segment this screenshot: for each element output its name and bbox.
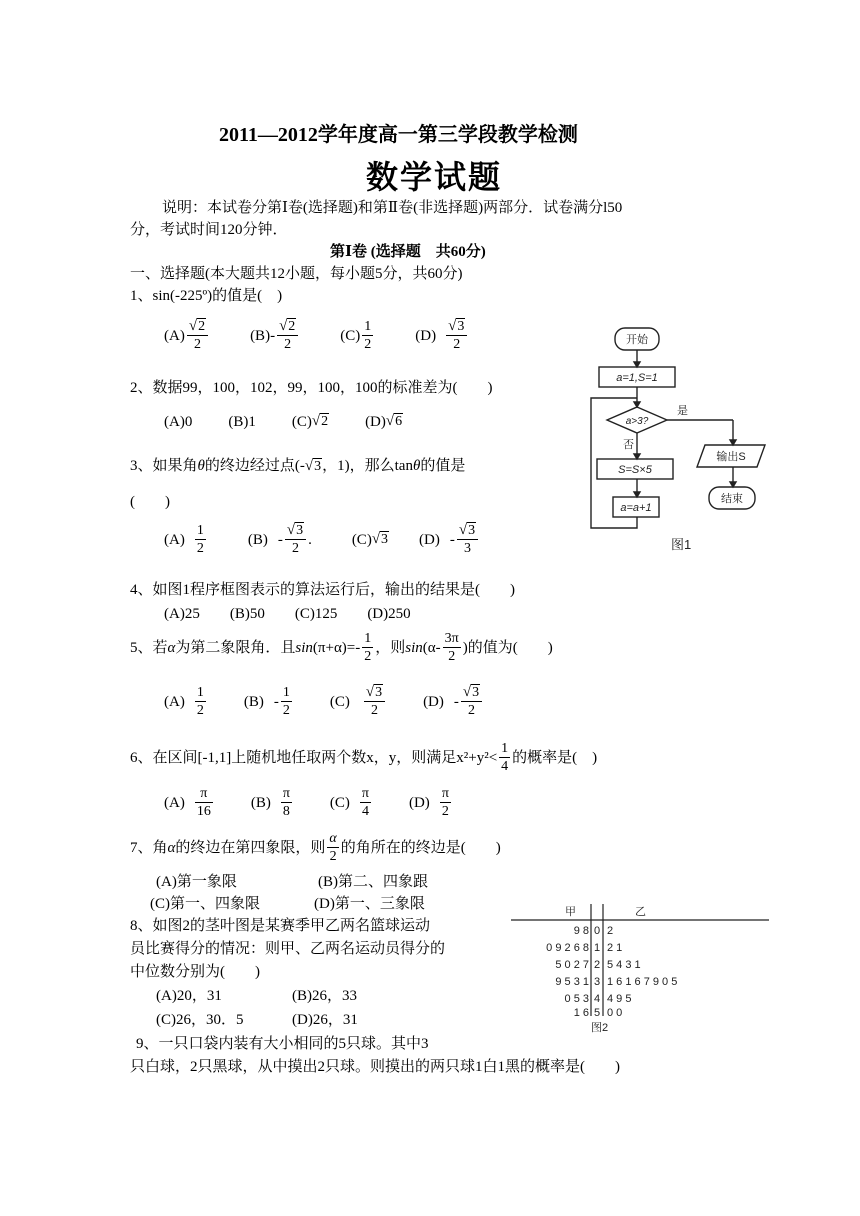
exam-title: 2011—2012学年度高一第三学段教学检测 [219,124,578,146]
stem-row-2: 2 [593,959,601,971]
option-c-label: (C) [291,413,312,430]
stem-row-0: 0 [593,925,601,937]
yes-label: 是 [677,405,688,417]
question-1-stem: 1、sin(-225º)的值是( ) [130,288,283,304]
option-c-value: √3 [371,531,389,547]
option-a-value: $\frac{√2}{2}$ [187,318,208,353]
question-1-options: (A) $\frac{√2}{2}$ (B) - $\frac{√2}{2}$ (C) $\frac{1}{2}$ (D) $\frac{√3}{2}$ [164,318,469,353]
option-a: (A)0 [164,413,193,430]
option-a-label: (A) [164,327,185,344]
option-d-value: √6 [385,413,403,429]
question-6-options [164,785,453,820]
question-8-line-1: 8、如图2的茎叶图是某赛季甲乙两名篮球运动 [130,918,431,934]
stem-row-1: 1 [593,942,601,954]
question-8-option-b: (B)26，33 [292,988,357,1004]
question-5-options: (A) $\frac{1}{2}$ (B) - $\frac{1}{2}$ (C) $\frac{√3}{2}$ (D) - $\frac{√3}{2}$ [164,684,484,719]
no-label: 否 [623,439,634,451]
leaf-right-row-3: 1 6 1 6 7 9 0 5 [607,976,678,988]
option-c-value: $\frac{\pi}{4}$ [361,786,369,819]
question-7-option-d: (D)第一、三象限 [314,896,425,912]
option-a-label: (A) [164,693,185,710]
instructions-line-1: 说明：本试卷分第Ⅰ卷(选择题)和第Ⅱ卷(非选择题)两部分．试卷满分l50 [162,200,623,216]
question-8-line-2: 员比赛得分的情况：则甲、乙两名运动员得分的 [130,941,446,957]
option-a-value: $\frac{1}{2}$ [196,523,204,556]
option-b-value: $\frac{1}{2}$ [282,685,290,718]
output-label: 输出S [716,451,746,463]
question-9-line-1: 9、一只口袋内装有大小相同的5只球。其中3 [136,1036,429,1052]
option-c-label: (C) [351,531,372,548]
question-2-options [164,411,403,432]
option-b-label: (B) [243,693,264,710]
question-3-options: (A) $\frac{1}{2}$ (B) - $\frac{√3}{2}$ . (C) √3 (D) - $\frac{√3}{3}$ [164,522,480,557]
stem-row-3: 3 [593,976,601,988]
leaf-left-row-3: 9 5 3 1 [555,976,589,988]
stem-row-5: 5 [593,1007,601,1019]
left-head: 甲 [565,906,576,918]
question-4-stem: 4、如图1程序框图表示的算法运行后，输出的结果是( ) [130,582,515,598]
option-b-label: (B) [250,794,271,811]
option-d-label: (D) [423,693,444,710]
leaf-right-row-5: 0 0 [607,1007,623,1019]
option-d-value: $\frac{√3}{3}$ [457,522,478,557]
option-c-label: (C) [329,693,350,710]
figure-2-stem-leaf [505,900,775,1035]
question-6-stem: 6、在区间[-1,1]上随机地任取两个数x，y，则满足x²+y²< $\frac{1}{4}$ 的概率是( ) [130,741,598,774]
option-d-value: $\frac{\pi}{2}$ [441,786,449,819]
leaf-right-row-2: 5 4 3 1 [607,959,641,971]
option-c-label: (C) [340,327,361,344]
question-9-line-2: 只白球，2只黑球，从中摸出2只球。则摸出的两只球1白1黑的概率是( ) [130,1059,620,1075]
option-c-value: √2 [311,413,329,429]
option-a-value: $\frac{\pi}{16}$ [196,786,211,819]
option-c-value: $\frac{√3}{2}$ [364,684,385,719]
multiply-label: S=S×5 [618,464,652,476]
option-b-value: $\frac{√3}{2}$ [285,522,306,557]
option-b-label: (B) [247,531,268,548]
leaf-left-row-2: 5 0 2 7 [555,959,589,971]
part-one-heading: 第Ⅰ卷 (选择题 共60分) [330,244,486,260]
question-8-option-a: (A)20，31 [156,988,222,1004]
figure-2-caption: 图2 [591,1022,609,1034]
leaf-right-row-0: 2 [607,925,614,937]
option-d-label: (D) [408,794,430,811]
section-heading: 一、选择题(本大题共12小题，每小题5分，共60分) [130,266,463,282]
option-d-value: $\frac{√3}{2}$ [461,684,482,719]
option-b: (B)1 [228,413,256,430]
option-a-label: (A) [164,794,185,811]
leaf-left-row-5: 1 6 [573,1007,589,1019]
leaf-right-row-4: 4 9 5 [607,993,632,1005]
option-b-label: (B) [250,327,271,344]
leaf-left-row-4: 0 5 3 [564,993,589,1005]
question-7-stem: 7、角 α 的终边在第四象限，则 $\frac{\alpha}{2}$ 的角所在的终边是( ) [130,831,501,864]
exam-subject: 数学试题 [366,159,503,195]
decision-label: a>3? [625,416,649,427]
question-7-option-b: (B)第二、四象跟 [318,874,428,890]
question-2-stem: 2、数据99，100，102，99，100，100的标准差为( ) [130,380,493,396]
increment-label: a=a+1 [620,502,652,514]
option-d-label: (D) [415,327,437,344]
question-8-option-d: (D)26，31 [292,1012,358,1028]
question-3-stem: 3、如果角θ的终边经过点(-√3，1)，那么tanθ的值是 [130,458,466,474]
start-label: 开始 [626,334,648,346]
option-b-value: $\frac{\pi}{8}$ [282,786,290,819]
init-label: a=1,S=1 [616,372,658,384]
option-a-value: $\frac{1}{2}$ [196,685,204,718]
figure-1-caption: 图1 [671,537,692,552]
figure-1-flowchart [585,320,785,560]
question-3-paren: ( ) [130,494,170,510]
question-5-stem: 5、若 α 为第二象限角．且 sin (π+α)=- $\frac{1}{2}$ ，则 sin (α- $\frac{3\pi}{2}$ ) 的值为( ) [130,631,553,664]
option-a-label: (A) [164,531,185,548]
instructions-line-2: 分，考试时间120分钟． [130,222,288,238]
leaf-right-row-1: 2 1 [607,942,623,954]
question-7-option-a: (A)第一象限 [156,874,237,890]
stem-row-4: 4 [593,993,601,1005]
question-8-option-c: (C)26，30．5 [156,1012,244,1028]
question-4-options: (A)25 (B)50 (C)125 (D)250 [164,606,411,622]
leaf-left-row-0: 9 8 [573,925,589,937]
option-b-value: $\frac{√2}{2}$ [277,318,298,353]
option-c-value: $\frac{1}{2}$ [364,319,372,352]
right-head: 乙 [635,906,646,918]
end-label: 结束 [721,493,743,505]
leaf-left-row-1: 0 9 2 6 8 [546,942,589,954]
option-d-value: $\frac{√3}{2}$ [446,318,467,353]
option-d-label: (D) [419,531,440,548]
option-d-label: (D) [365,413,386,430]
question-7-option-c: (C)第一、四象限 [150,896,260,912]
option-c-label: (C) [329,794,350,811]
question-8-line-3: 中位数分别为( ) [130,964,260,980]
